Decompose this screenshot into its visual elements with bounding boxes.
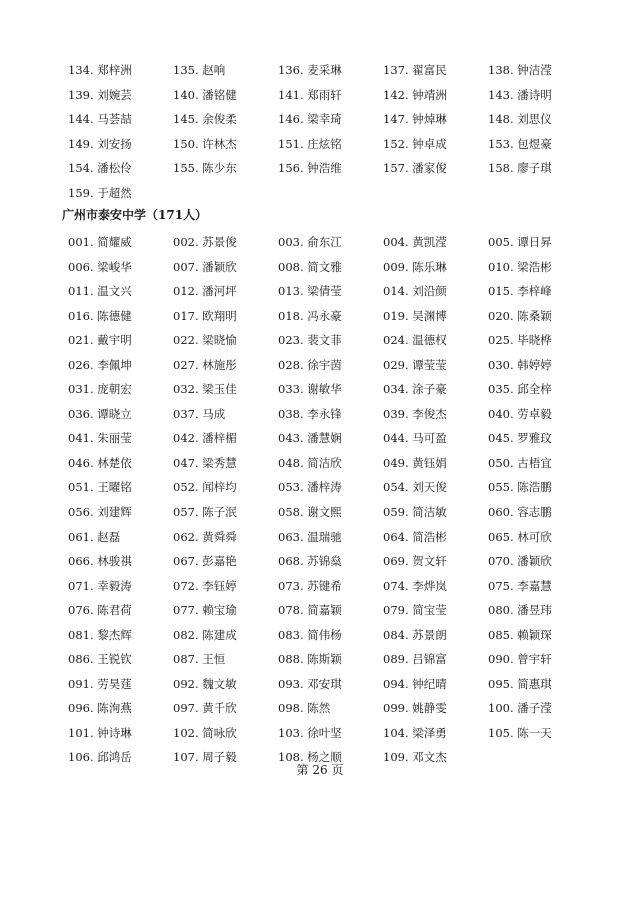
list-item: 031. 庞朝宏 bbox=[68, 382, 132, 397]
list-item: 150. 许林杰 bbox=[173, 136, 237, 151]
list-item: 156. 钟浩维 bbox=[278, 161, 342, 176]
list-item: 144. 马荟喆 bbox=[68, 112, 132, 127]
list-item: 155. 陈少东 bbox=[173, 161, 237, 176]
list-item: 145. 余俊柔 bbox=[173, 112, 237, 127]
list-item: 100. 潘子滢 bbox=[488, 701, 552, 716]
list-item: 043. 潘慧娴 bbox=[278, 431, 342, 446]
list-item: 005. 谭日昇 bbox=[488, 235, 552, 249]
list-item: 136. 麦采琳 bbox=[278, 63, 342, 77]
list-item: 076. 陈君荷 bbox=[68, 603, 132, 618]
list-item: 096. 陈洵燕 bbox=[68, 701, 132, 716]
list-item: 141. 郑雨轩 bbox=[278, 87, 342, 102]
list-item: 006. 梁峻华 bbox=[68, 259, 132, 274]
list-item: 008. 简文雅 bbox=[278, 259, 342, 274]
list-item: 105. 陈一天 bbox=[488, 725, 552, 740]
list-item: 090. 曾宇轩 bbox=[488, 652, 552, 667]
list-item: 012. 潘河坪 bbox=[173, 284, 237, 299]
list-item: 039. 李俊杰 bbox=[383, 406, 447, 421]
list-item: 154. 潘松伶 bbox=[68, 161, 132, 176]
list-item: 079. 简宝莹 bbox=[383, 603, 447, 618]
list-item: 019. 吴渊博 bbox=[383, 308, 447, 323]
list-item: 099. 姚静雯 bbox=[383, 701, 447, 716]
list-item: 085. 赖颖琛 bbox=[488, 627, 552, 642]
list-item: 053. 潘梓涛 bbox=[278, 480, 342, 495]
list-item: 061. 赵磊 bbox=[68, 529, 121, 544]
list-item: 101. 钟诗琳 bbox=[68, 725, 132, 740]
list-item: 027. 林施彤 bbox=[173, 357, 237, 372]
list-item: 051. 王曜铭 bbox=[68, 480, 132, 495]
list-item: 091. 劳昊莛 bbox=[68, 676, 132, 691]
list-item: 092. 魏文敏 bbox=[173, 676, 237, 691]
list-item: 045. 罗雅玟 bbox=[488, 431, 552, 446]
list-item: 024. 温德权 bbox=[383, 333, 447, 348]
list-item: 109. 邓文杰 bbox=[383, 750, 447, 765]
list-item: 135. 赵响 bbox=[173, 63, 226, 77]
list-item: 151. 庄炫铭 bbox=[278, 136, 342, 151]
list-item: 103. 徐叶坚 bbox=[278, 725, 342, 740]
list-item: 147. 钟焯琳 bbox=[383, 112, 447, 127]
list-item: 107. 周子毅 bbox=[173, 750, 237, 765]
list-item: 083. 简伟杨 bbox=[278, 627, 342, 642]
list-item: 081. 黎杰辉 bbox=[68, 627, 132, 642]
list-item: 010. 梁浩彬 bbox=[488, 259, 552, 274]
list-item: 086. 王锐钦 bbox=[68, 652, 132, 667]
list-item: 042. 潘梓楣 bbox=[173, 431, 237, 446]
list-item: 041. 朱丽莹 bbox=[68, 431, 132, 446]
list-item: 001. 简耀威 bbox=[68, 235, 132, 249]
list-item: 057. 陈子泯 bbox=[173, 505, 237, 520]
list-item: 152. 钟卓成 bbox=[383, 136, 447, 151]
list-item: 003. 俞东江 bbox=[278, 235, 342, 249]
list-item: 052. 闻梓均 bbox=[173, 480, 237, 495]
list-item: 148. 刘思仪 bbox=[488, 112, 552, 127]
list-item: 139. 刘婉芸 bbox=[68, 87, 132, 102]
list-item: 035. 邱全梓 bbox=[488, 382, 552, 397]
list-item: 073. 苏键希 bbox=[278, 578, 342, 593]
list-item: 142. 钟靖洲 bbox=[383, 87, 447, 102]
list-item: 032. 梁玉佳 bbox=[173, 382, 237, 397]
list-item: 049. 黄钰娟 bbox=[383, 455, 447, 470]
list-item: 055. 陈浩鹏 bbox=[488, 480, 552, 495]
list-item: 082. 陈建成 bbox=[173, 627, 237, 642]
list-item: 050. 古梧宜 bbox=[488, 455, 552, 470]
list-item: 094. 钟纪晴 bbox=[383, 676, 447, 691]
list-item: 036. 谭晓立 bbox=[68, 406, 132, 421]
list-item: 044. 马可盈 bbox=[383, 431, 447, 446]
list-item: 149. 刘安扬 bbox=[68, 136, 132, 151]
list-item: 157. 潘家俊 bbox=[383, 161, 447, 176]
list-item: 054. 刘天俊 bbox=[383, 480, 447, 495]
list-item: 040. 劳卓毅 bbox=[488, 406, 552, 421]
list-item: 025. 毕晓桦 bbox=[488, 333, 552, 348]
list-item: 048. 简洁欣 bbox=[278, 455, 342, 470]
list-item: 034. 涂子豪 bbox=[383, 382, 447, 397]
school-section-title: 广州市泰安中学（171人） bbox=[62, 208, 208, 222]
list-item: 029. 谭莹莹 bbox=[383, 357, 447, 372]
list-item: 016. 陈德健 bbox=[68, 308, 132, 323]
list-item: 158. 廖子琪 bbox=[488, 161, 552, 176]
list-item: 153. 包煜豪 bbox=[488, 136, 552, 151]
list-item: 106. 邱鸿岳 bbox=[68, 750, 132, 765]
list-item: 009. 陈乐琳 bbox=[383, 259, 447, 274]
list-item: 063. 温瑞驰 bbox=[278, 529, 342, 544]
list-item: 017. 欧翔明 bbox=[173, 308, 237, 323]
list-item: 102. 简咏欣 bbox=[173, 725, 237, 740]
name-list-taian bbox=[68, 230, 588, 770]
page-number: 第 26 页 bbox=[296, 763, 344, 777]
list-item: 015. 李梓峰 bbox=[488, 284, 552, 299]
list-item: 146. 梁幸琦 bbox=[278, 112, 342, 127]
list-item: 022. 梁晓愉 bbox=[173, 333, 237, 348]
list-item: 030. 韩婷婷 bbox=[488, 357, 552, 372]
list-item: 066. 林骏祺 bbox=[68, 554, 132, 569]
list-item: 098. 陈然 bbox=[278, 701, 331, 716]
list-item: 077. 赖宝瑜 bbox=[173, 603, 237, 618]
list-item: 058. 谢文熙 bbox=[278, 505, 342, 520]
list-item: 071. 幸毅涛 bbox=[68, 578, 132, 593]
list-item: 023. 裴文菲 bbox=[278, 333, 342, 348]
list-item: 062. 黄舜舜 bbox=[173, 529, 237, 544]
list-item: 067. 彭嘉艳 bbox=[173, 554, 237, 569]
list-item: 021. 戴宇明 bbox=[68, 333, 132, 348]
list-item: 075. 李嘉慧 bbox=[488, 578, 552, 593]
list-item: 065. 林可欣 bbox=[488, 529, 552, 544]
list-item: 007. 潘颖欣 bbox=[173, 259, 237, 274]
list-item: 143. 潘诗明 bbox=[488, 87, 552, 102]
list-item: 072. 李钰婷 bbox=[173, 578, 237, 593]
list-item: 089. 吕锦富 bbox=[383, 652, 447, 667]
list-item: 028. 徐宇茵 bbox=[278, 357, 342, 372]
list-item: 068. 苏锦燊 bbox=[278, 554, 342, 569]
list-item: 087. 王恒 bbox=[173, 652, 226, 667]
list-item: 038. 李永锋 bbox=[278, 406, 342, 421]
list-item: 064. 简浩彬 bbox=[383, 529, 447, 544]
list-item: 104. 梁泽勇 bbox=[383, 725, 447, 740]
list-item: 074. 李烨岚 bbox=[383, 578, 447, 593]
list-item: 056. 刘建辉 bbox=[68, 505, 132, 520]
list-item: 097. 黄千欣 bbox=[173, 701, 237, 716]
list-item: 134. 郑梓洲 bbox=[68, 63, 132, 77]
list-item: 108. 杨之顺 bbox=[278, 750, 342, 765]
list-item: 013. 梁倩莹 bbox=[278, 284, 342, 299]
list-item: 004. 黄凯滢 bbox=[383, 235, 447, 249]
list-item: 078. 简嘉颖 bbox=[278, 603, 342, 618]
list-item: 084. 苏景朗 bbox=[383, 627, 447, 642]
list-item: 002. 苏景俊 bbox=[173, 235, 237, 249]
list-item: 037. 马成 bbox=[173, 406, 226, 421]
list-item: 069. 贺文轩 bbox=[383, 554, 447, 569]
list-item: 026. 李佩坤 bbox=[68, 357, 132, 372]
list-item: 020. 陈桑颖 bbox=[488, 308, 552, 323]
list-item: 011. 温文兴 bbox=[68, 284, 132, 299]
list-item: 060. 容志鹏 bbox=[488, 505, 552, 520]
list-item: 047. 梁秀慧 bbox=[173, 455, 237, 470]
list-item: 138. 钟洁滢 bbox=[488, 63, 552, 77]
list-item: 033. 谢敏华 bbox=[278, 382, 342, 397]
list-item: 140. 潘铭健 bbox=[173, 87, 237, 102]
list-item: 080. 潘昱玮 bbox=[488, 603, 552, 618]
name-list-continued bbox=[68, 58, 588, 205]
list-item: 137. 翟富民 bbox=[383, 63, 447, 77]
list-item: 095. 简惠琪 bbox=[488, 676, 552, 691]
list-item: 046. 林楚依 bbox=[68, 455, 132, 470]
list-item: 014. 刘沿颜 bbox=[383, 284, 447, 299]
list-item: 070. 潘颖欣 bbox=[488, 554, 552, 569]
list-item: 093. 邓安琪 bbox=[278, 676, 342, 691]
list-item: 159. 于超然 bbox=[68, 185, 132, 200]
list-item: 059. 简洁敏 bbox=[383, 505, 447, 520]
list-item: 088. 陈斯颖 bbox=[278, 652, 342, 667]
list-item: 018. 冯永豪 bbox=[278, 308, 342, 323]
